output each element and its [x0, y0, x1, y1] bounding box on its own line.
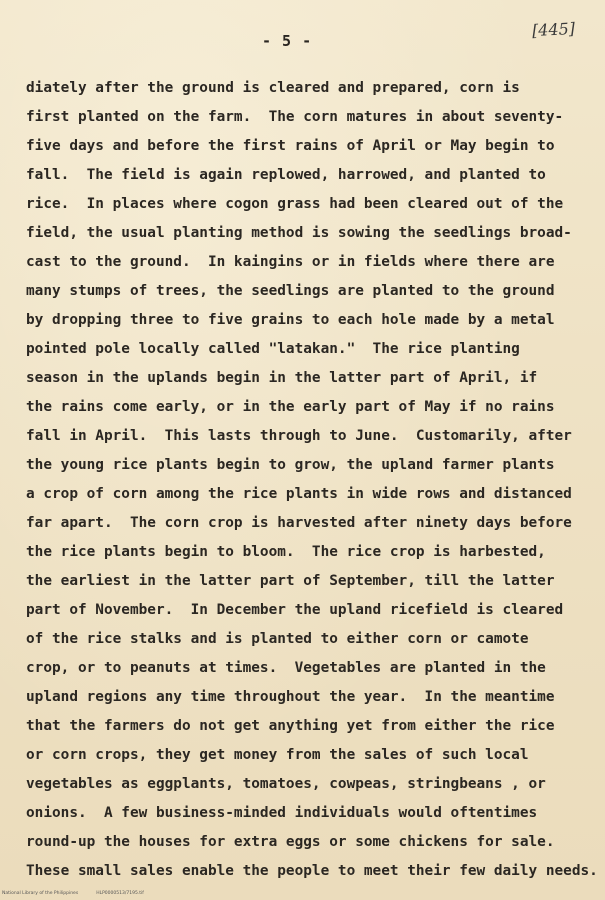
text-line: pointed pole locally called "latakan." The rice planting [26, 341, 520, 357]
text-line: cast to the ground. In kaingins or in fields where there are [26, 254, 555, 270]
text-line: by dropping three to five grains to each hole made by a metal [26, 312, 555, 328]
text-line: vegetables as eggplants, tomatoes, cowpeas, stringbeans , or [26, 776, 546, 792]
text-line: far apart. The corn crop is harvested after ninety days before [26, 515, 572, 531]
text-line: field, the usual planting method is sowing the seedlings broad- [26, 225, 572, 241]
text-line: the young rice plants begin to grow, the upland farmer plants [26, 457, 555, 473]
text-line: a crop of corn among the rice plants in wide rows and distanced [26, 486, 572, 502]
text-line: fall. The field is again replowed, harrowed, and planted to [26, 167, 546, 183]
footer-file-id: HLP0000513/7195.tif [96, 891, 144, 896]
footer-institution: National Library of the Philippines [2, 891, 79, 896]
text-line: rice. In places where cogon grass had been cleared out of the [26, 196, 564, 212]
page-number: - 5 - [262, 32, 313, 50]
text-line: part of November. In December the upland ricefield is cleared [26, 602, 564, 618]
text-line: diately after the ground is cleared and prepared, corn is [26, 80, 520, 96]
text-line: of the rice stalks and is planted to either corn or camote [26, 631, 529, 647]
text-line: the earliest in the latter part of September, till the latter [26, 573, 555, 589]
handwritten-annotation: [445] [531, 18, 576, 41]
text-line: crop, or to peanuts at times. Vegetables are planted in the [26, 660, 546, 676]
text-line: first planted on the farm. The corn matures in about seventy- [26, 109, 564, 125]
scan-footer [2, 891, 162, 896]
text-line: These small sales enable the people to meet their few daily needs. [26, 863, 598, 879]
text-line: fall in April. This lasts through to June. Customarily, after [26, 428, 572, 444]
text-line: season in the uplands begin in the latter part of April, if [26, 370, 538, 386]
text-line: five days and before the first rains of April or May begin to [26, 138, 555, 154]
text-line: round-up the houses for extra eggs or some chickens for sale. [26, 834, 555, 850]
text-line: many stumps of trees, the seedlings are planted to the ground [26, 283, 555, 299]
text-line: the rice plants begin to bloom. The rice crop is harbested, [26, 544, 546, 560]
text-line: upland regions any time throughout the year. In the meantime [26, 689, 555, 705]
text-line: that the farmers do not get anything yet from either the rice [26, 718, 555, 734]
text-line: the rains come early, or in the early part of May if no rains [26, 399, 555, 415]
text-line: onions. A few business-minded individuals would oftentimes [26, 805, 538, 821]
body-text [26, 74, 598, 886]
text-line: or corn crops, they get money from the sales of such local [26, 747, 529, 763]
